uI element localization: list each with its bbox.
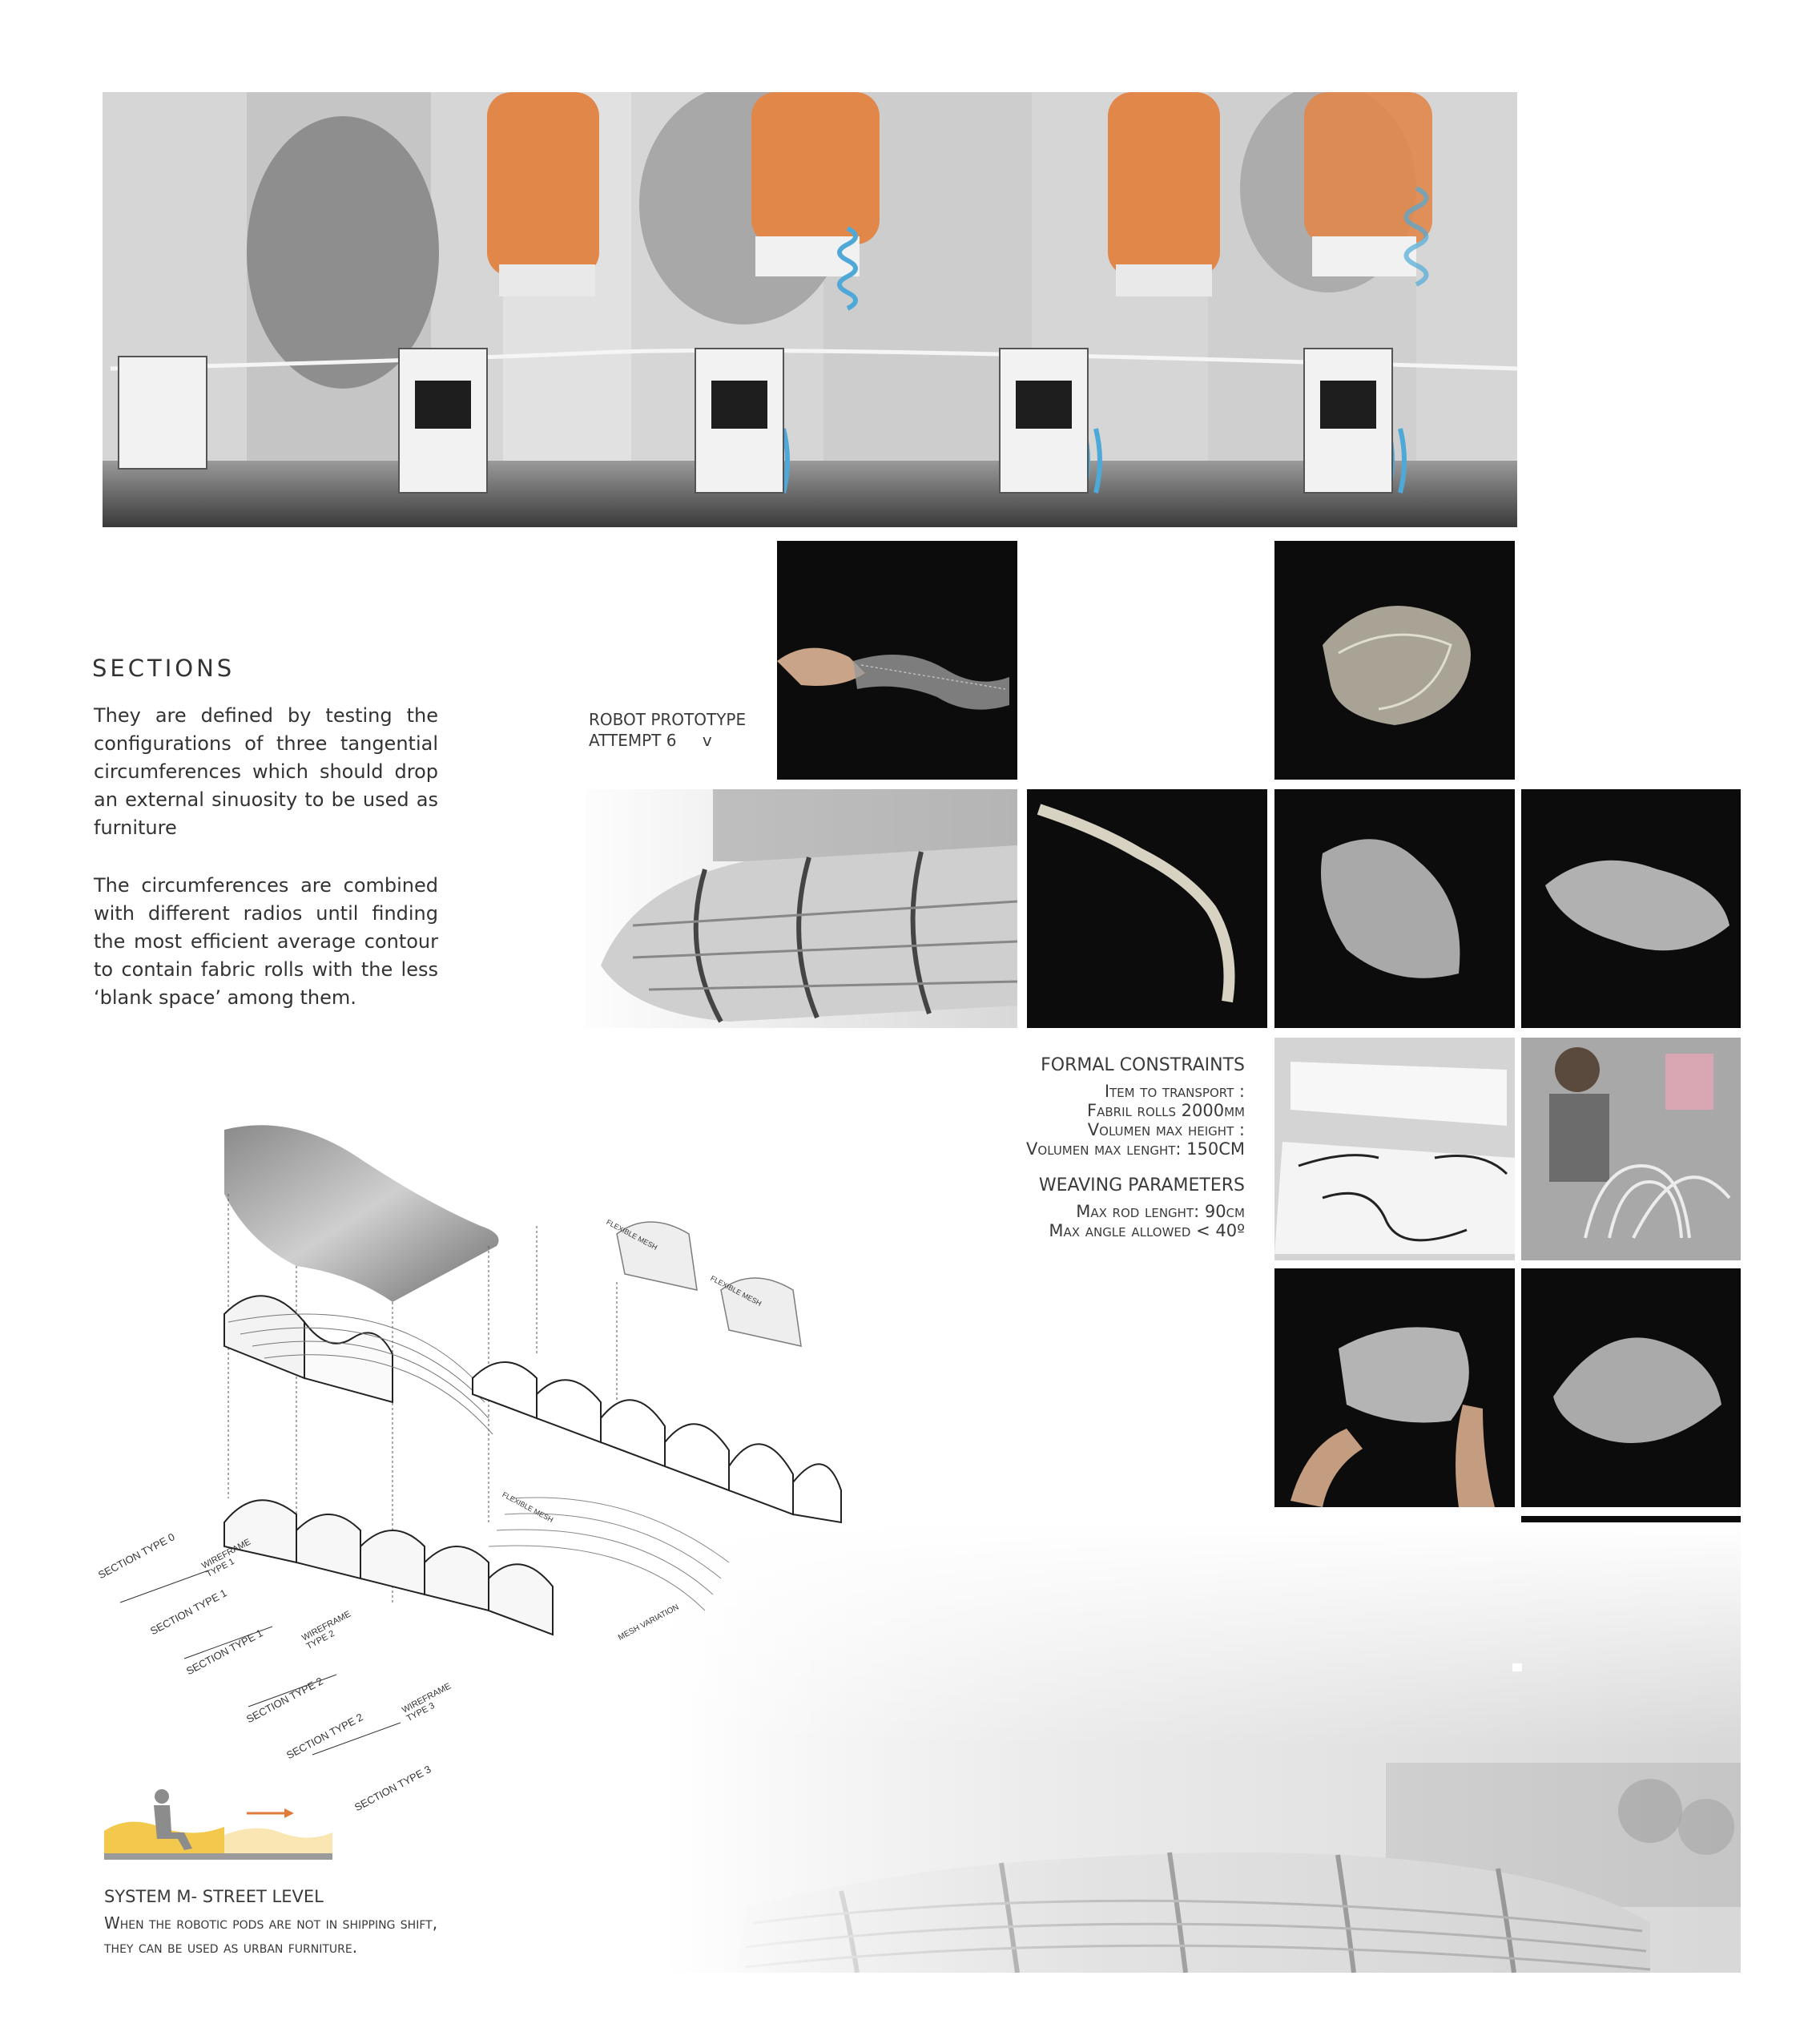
label-mesh-variation: MESH VARIATION xyxy=(617,1603,681,1643)
label-section-type-1a: SECTION TYPE 1 xyxy=(148,1586,229,1638)
formal-constraints-heading: FORMAL CONSTRAINTS xyxy=(1041,1055,1245,1075)
weaving-line-1: Max rod lenght: 90cm xyxy=(1076,1202,1245,1221)
formal-line-4: Volumen max lenght: 150CM xyxy=(1026,1139,1245,1159)
photo-hand-holding-mesh xyxy=(777,541,1017,780)
label-section-type-1b: SECTION TYPE 1 xyxy=(184,1627,265,1678)
weaving-line-2: Max angle allowed < 40º xyxy=(1049,1221,1245,1240)
mesh-sculpture-illustration xyxy=(1274,541,1515,780)
sections-paragraph-2: The circumferences are combined with different radios until finding the most efficient average contour to contain fabric rolls with the less ‘blank space’ among them. xyxy=(94,874,438,1009)
exploded-section-drawing xyxy=(88,1114,857,1803)
system-m-heading: SYSTEM M- STREET LEVEL xyxy=(104,1887,324,1906)
formal-line-2: Fabril rolls 2000mm xyxy=(1087,1101,1245,1120)
template-drawings-illustration xyxy=(1274,1038,1515,1260)
street-bench-icon xyxy=(104,1783,336,1863)
photo-pod-prototype xyxy=(585,789,1017,1028)
photo-mesh-sculpture-2 xyxy=(1274,789,1515,1028)
formal-line-1: Item to transport : xyxy=(1104,1082,1245,1101)
hands-stretching-illustration xyxy=(1274,1268,1515,1507)
label-section-type-3: SECTION TYPE 3 xyxy=(352,1763,433,1814)
strip-sculpture-illustration xyxy=(1027,789,1267,1028)
prototype-label-line-2 xyxy=(589,730,746,751)
label-flexible-mesh-2: FLEXIBLE MESH xyxy=(709,1274,763,1308)
bench-silhouette xyxy=(104,1783,336,1863)
sections-heading: SECTIONS xyxy=(92,655,236,682)
photo-strip-sculpture xyxy=(1027,789,1267,1028)
photo-hands-stretching-mesh xyxy=(1274,1268,1515,1507)
label-section-type-2a: SECTION TYPE 2 xyxy=(244,1675,325,1726)
prototype-label xyxy=(589,709,746,751)
person-building-illustration xyxy=(1521,1038,1741,1260)
photo-person-building-pod xyxy=(1521,1038,1741,1260)
photo-pod-edge-marker xyxy=(1512,1663,1522,1671)
weaving-parameters-heading: WEAVING PARAMETERS xyxy=(1038,1175,1245,1195)
photo-mesh-sculpture-3 xyxy=(1521,789,1741,1028)
label-wireframe-type-2: WIREFRAME TYPE 2 xyxy=(300,1609,352,1652)
robot-arm-illustration xyxy=(103,92,1517,527)
mesh-sculpture-4-illustration xyxy=(1521,1268,1741,1507)
robot-arm-photo-strip xyxy=(103,92,1517,527)
label-wireframe-type-3: WIREFRAME TYPE 3 xyxy=(401,1681,453,1724)
hand-mesh-illustration xyxy=(777,541,1017,780)
pod-prototype-illustration xyxy=(585,789,1017,1028)
label-section-type-0: SECTION TYPE 0 xyxy=(96,1530,177,1582)
sections-paragraph-1: They are defined by testing the configurations of three tangential circumferences which should drop an external sinuosity to be used as furniture xyxy=(94,704,438,839)
prototype-label-line-1: ROBOT PROTOTYPE xyxy=(589,710,747,729)
system-m-line-1: When the robotic pods are not in shipping shift, xyxy=(104,1913,438,1933)
formal-constraints-block xyxy=(1026,1056,1245,1240)
prototype-attempt: ATTEMPT 6 xyxy=(589,731,677,750)
formal-line-3: Volumen max height : xyxy=(1087,1120,1245,1139)
photo-template-drawings xyxy=(1274,1038,1515,1260)
label-wireframe-type-1: WIREFRAME TYPE 1 xyxy=(200,1537,252,1580)
mesh-sculpture-3-illustration xyxy=(1521,789,1741,1028)
system-m-line-2: they can be used as urban furniture. xyxy=(104,1937,358,1957)
label-flexible-mesh-1: FLEXIBLE MESH xyxy=(605,1218,659,1252)
system-m-block xyxy=(104,1887,437,1959)
exploded-section-diagram xyxy=(88,1114,857,1814)
label-flexible-mesh-3: FLEXIBLE MESH xyxy=(501,1490,555,1524)
photo-mesh-sculpture-1 xyxy=(1274,541,1515,780)
mesh-sculpture-2-illustration xyxy=(1274,789,1515,1028)
prototype-arrow: v xyxy=(702,731,712,750)
label-section-type-2b: SECTION TYPE 2 xyxy=(284,1711,365,1762)
photo-mesh-sculpture-4 xyxy=(1521,1268,1741,1507)
